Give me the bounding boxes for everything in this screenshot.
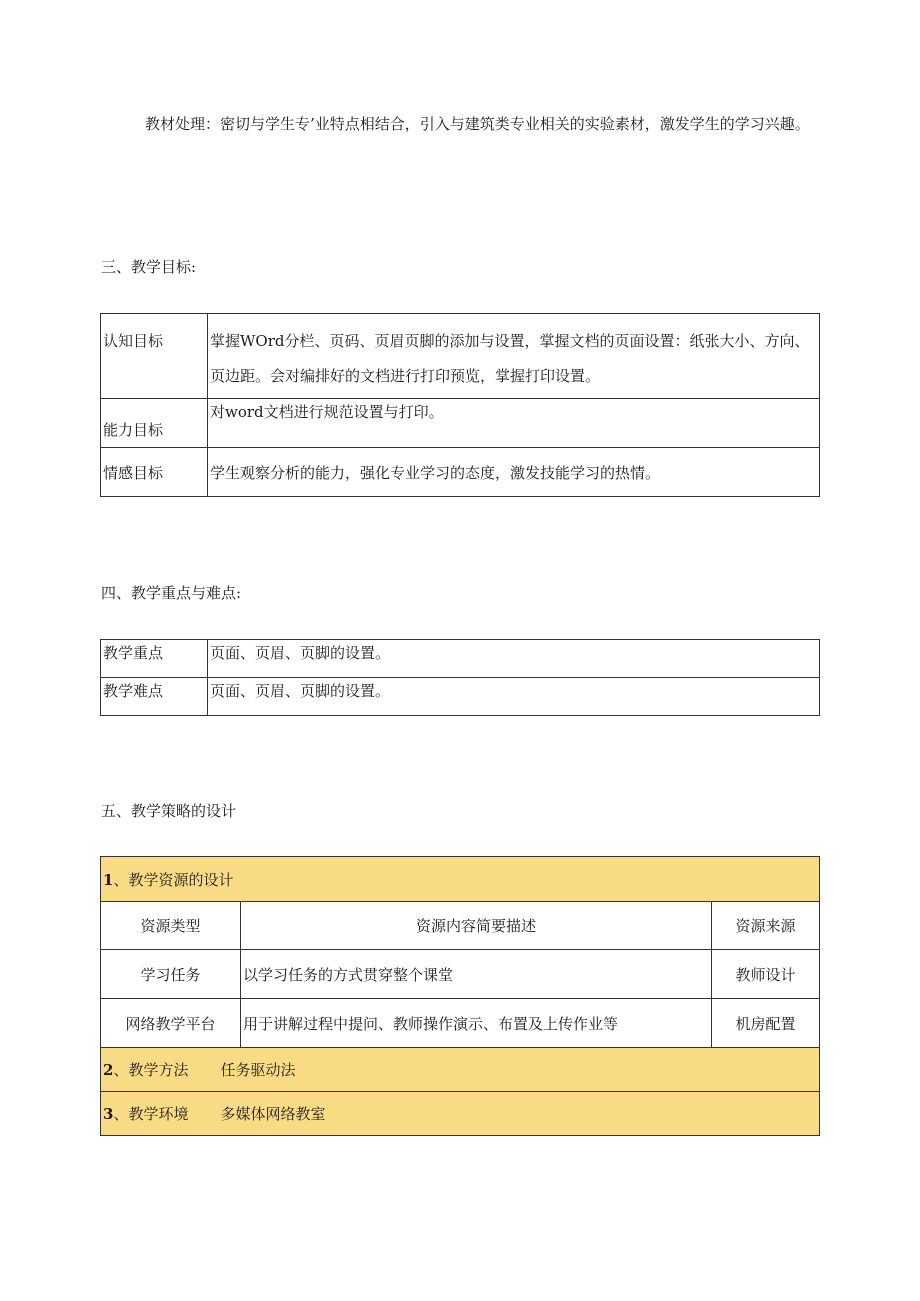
header-resource-desc: 资源内容简要描述	[241, 902, 712, 950]
table-row	[101, 678, 820, 716]
point-label: 教学难点	[101, 678, 208, 716]
objective-content: 学生观察分析的能力，强化专业学习的态度，激发技能学习的热情。	[208, 448, 820, 497]
table-row	[101, 1048, 820, 1092]
table-row	[101, 399, 820, 448]
point-content: 页面、页眉、页脚的设置。	[208, 640, 820, 678]
table-row	[101, 448, 820, 497]
band-number: 3	[103, 1105, 114, 1123]
table-row	[101, 999, 820, 1048]
resources-band	[101, 857, 820, 902]
header-resource-type: 资源类型	[101, 902, 241, 950]
header-resource-source: 资源来源	[712, 902, 820, 950]
method-band	[101, 1048, 820, 1092]
objective-label: 认知目标	[101, 314, 208, 399]
band-number: 2	[103, 1061, 114, 1079]
strategy-table	[100, 856, 820, 1136]
objective-content: 对word文档进行规范设置与打印。	[208, 399, 820, 448]
environment-label: 、教学环境	[113, 1105, 189, 1123]
band-number: 1	[103, 870, 114, 889]
resource-type: 学习任务	[101, 950, 241, 999]
intro-paragraph: 教材处理：密切与学生专’业特点相结合，引入与建筑类专业相关的实验素材，激发学生的学习兴趣。	[145, 115, 810, 133]
resource-desc: 以学习任务的方式贯穿整个课堂	[241, 950, 712, 999]
method-label: 、教学方法	[113, 1061, 189, 1079]
table-row	[101, 857, 820, 902]
objective-label: 情感目标	[101, 448, 208, 497]
table-row	[101, 902, 820, 950]
table-row	[101, 1092, 820, 1136]
method-value: 任务驱动法	[220, 1061, 296, 1079]
key-points-table	[100, 639, 820, 716]
teaching-objectives-table	[100, 313, 820, 497]
table-row	[101, 314, 820, 399]
resource-desc: 用于讲解过程中提问、教师操作演示、布置及上传作业等	[241, 999, 712, 1048]
section5-heading: 五、教学策略的设计	[101, 802, 237, 820]
resource-source: 机房配置	[712, 999, 820, 1048]
resource-source: 教师设计	[712, 950, 820, 999]
section3-heading: 三、教学目标:	[101, 258, 197, 276]
objective-content: 掌握WOrd分栏、页码、页眉页脚的添加与设置，掌握文档的页面设置：纸张大小、方向、页边距。会对编排好的文档进行打印预览，掌握打印设置。	[208, 314, 820, 399]
objective-label: 能力目标	[101, 399, 208, 448]
band-title: 、教学资源的设计	[113, 870, 234, 889]
environment-value: 多媒体网络教室	[220, 1105, 326, 1123]
point-content: 页面、页眉、页脚的设置。	[208, 678, 820, 716]
point-label: 教学重点	[101, 640, 208, 678]
resource-type: 网络教学平台	[101, 999, 241, 1048]
table-row	[101, 950, 820, 999]
table-row	[101, 640, 820, 678]
section4-heading: 四、教学重点与难点:	[101, 584, 242, 602]
environment-band	[101, 1092, 820, 1136]
